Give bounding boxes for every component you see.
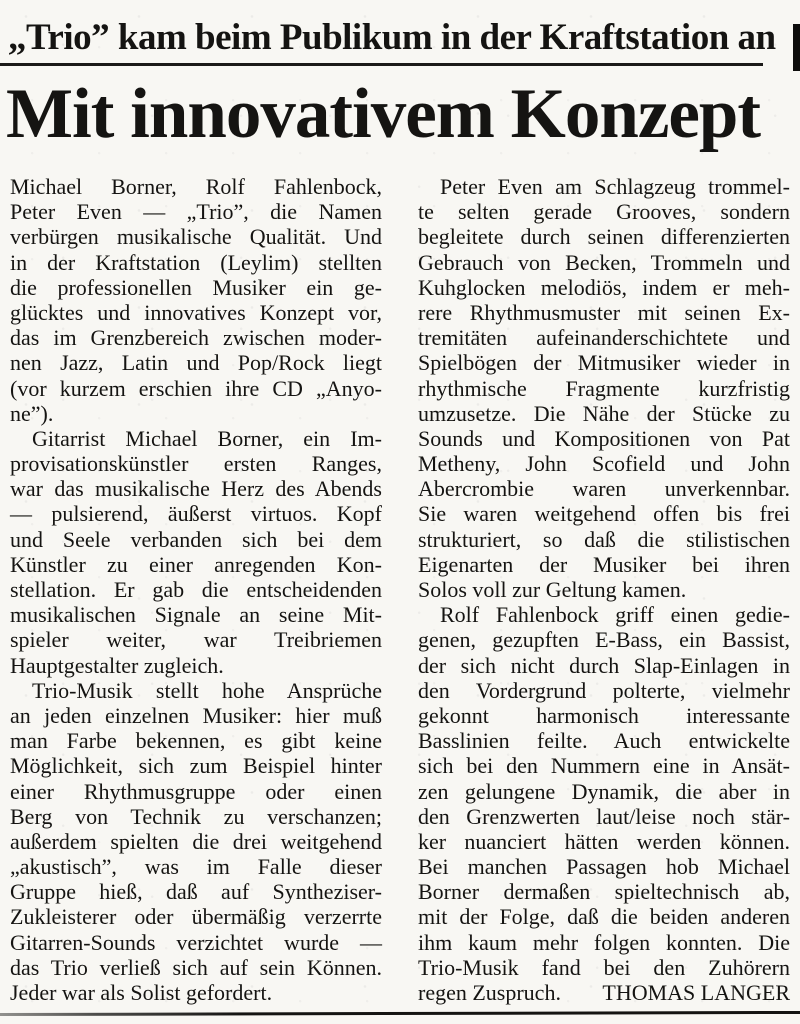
text-line: Eigenarten der Musiker bei ihren — [418, 551, 790, 577]
text-line: Peter Even am Schlagzeug trommel- — [440, 174, 790, 199]
text-line: Peter Even — „Trio”, die Namen — [10, 199, 382, 225]
kicker-rule — [0, 63, 763, 66]
text-line: außerdem spielten die drei weitgehend — [10, 828, 382, 854]
closing-line — [418, 980, 790, 1005]
text-line: die professionellen Musiker ein ge- — [10, 274, 382, 300]
scan-artifact-mark — [793, 24, 800, 71]
text-line: Rolf Fahlenbock griff einen gedie- — [440, 602, 790, 628]
text-line: mit der Folge, daß die beiden anderen — [418, 904, 790, 930]
text-line: genen, gezupften E-Bass, ein Bassist, — [418, 627, 790, 653]
text-line: in der Kraftstation (Leylim) stellten — [10, 249, 382, 275]
text-line: ihm kaum mehr folgen konnten. Die — [418, 929, 790, 955]
text-line: der sich nicht durch Slap-Einlagen in — [418, 652, 790, 678]
text-line: sich bei den Nummern eine in Ansät- — [418, 753, 790, 779]
bottom-rule — [0, 1011, 800, 1016]
text-line: den Vordergrund polterte, vielmehr — [418, 677, 790, 703]
text-line: das im Grenzbereich zwischen moder- — [10, 325, 382, 351]
text-line: Sounds und Kompositionen von Pat — [418, 425, 790, 451]
text-line: Spielbögen der Mitmusiker wieder in — [418, 350, 790, 376]
text-line: glücktes und innovatives Konzept vor, — [10, 299, 382, 325]
text-line: und Seele verbanden sich bei dem — [10, 526, 382, 552]
text-line: Gitarren-Sounds verzichtet wurde — — [10, 929, 382, 955]
text-line: ker nuanciert hätten werden können. — [418, 828, 790, 854]
text-line: man Farbe bekennen, es gibt keine — [10, 728, 382, 754]
text-line: an jeden einzelnen Musiker: hier muß — [10, 702, 382, 728]
text-line: rere Rhythmusmuster mit seinen Ex- — [418, 299, 790, 325]
text-line: das Trio verließ sich auf sein Können. — [10, 954, 382, 980]
text-line: Solos voll zur Geltung kamen. — [418, 577, 687, 602]
text-line: einer Rhythmusgruppe oder einen — [10, 778, 382, 804]
text-line: te selten gerade Grooves, sondern — [418, 199, 790, 225]
text-line: Trio-Musik fand bei den Zuhörern — [418, 954, 790, 980]
text-line: musikalischen Signale an seine Mit- — [10, 602, 382, 628]
article-column-left — [10, 174, 382, 1005]
text-line: Hauptgestalter zugleich. — [10, 652, 224, 678]
text-line: zen gelungene Dynamik, die aber in — [418, 778, 790, 804]
text-line: stellation. Er gab die entscheidenden — [10, 577, 382, 602]
text-line: Gebrauch von Becken, Trommeln und — [418, 249, 790, 275]
text-line: strukturiert, so daß die stilistischen — [418, 526, 790, 552]
text-line: begleitete durch seinen differenzierten — [418, 224, 790, 250]
text-line: spieler weiter, war Treibriemen — [10, 627, 382, 653]
text-line: Michael Borner, Rolf Fahlenbock, — [10, 174, 382, 199]
text-line: Abercrombie waren unverkennbar. — [418, 476, 790, 502]
text-line: Jeder war als Solist gefordert. — [10, 980, 273, 1005]
text-line: Trio-Musik stellt hohe Ansprüche — [32, 677, 382, 703]
text-line: Borner dermaßen spieltechnisch ab, — [418, 879, 790, 905]
text-line: rhythmische Fragmente kurzfristig — [418, 375, 790, 401]
text-line: — pulsierend, äußerst virtuos. Kopf — [10, 501, 382, 527]
text-line: ne”). — [10, 400, 54, 426]
headline: Mit innovativem Konzept — [6, 75, 760, 153]
text-line: Metheny, John Scofield und John — [418, 451, 790, 477]
text-line: verbürgen musikalische Qualität. Und — [10, 224, 382, 250]
text-line: gekonnt harmonisch interessante — [418, 702, 790, 728]
text-line: den Grenzwerten laut/leise noch stär- — [418, 803, 790, 829]
text-line: Möglichkeit, sich zum Beispiel hinter — [10, 753, 382, 779]
kicker: „Trio” kam beim Publikum in der Kraftstation an — [8, 17, 776, 58]
text-line: Gruppe hieß, daß auf Syntheziser- — [10, 879, 382, 905]
text-line: Bei manchen Passagen hob Michael — [418, 854, 790, 880]
text-line: Berg von Technik zu verschanzen; — [10, 803, 382, 829]
closing-text: regen Zuspruch. — [418, 980, 561, 1005]
article-column-right — [418, 174, 790, 1005]
text-line: umzusetze. Die Nähe der Stücke zu — [418, 400, 790, 426]
text-line: Kuhglocken melodiös, indem er meh- — [418, 274, 790, 300]
text-line: Basslinien feilte. Auch entwickelte — [418, 728, 790, 754]
text-line: tremitäten aufeinanderschichtete und — [418, 325, 790, 351]
text-line: Zukleisterer oder übermäßig verzerrte — [10, 904, 382, 930]
text-line: nen Jazz, Latin und Pop/Rock liegt — [10, 350, 382, 376]
text-line: (vor kurzem erschien ihre CD „Anyo- — [10, 375, 382, 401]
text-line: Sie waren weitgehend offen bis frei — [418, 501, 790, 527]
text-line: Gitarrist Michael Borner, ein Im- — [32, 425, 382, 451]
text-line: „akustisch”, was im Falle dieser — [10, 854, 382, 880]
text-line: Künstler zu einer anregenden Kon- — [10, 551, 382, 577]
byline: THOMAS LANGER — [602, 980, 790, 1005]
text-line: war das musikalische Herz des Abends — [10, 476, 382, 502]
text-line: provisationskünstler ersten Ranges, — [10, 451, 382, 477]
